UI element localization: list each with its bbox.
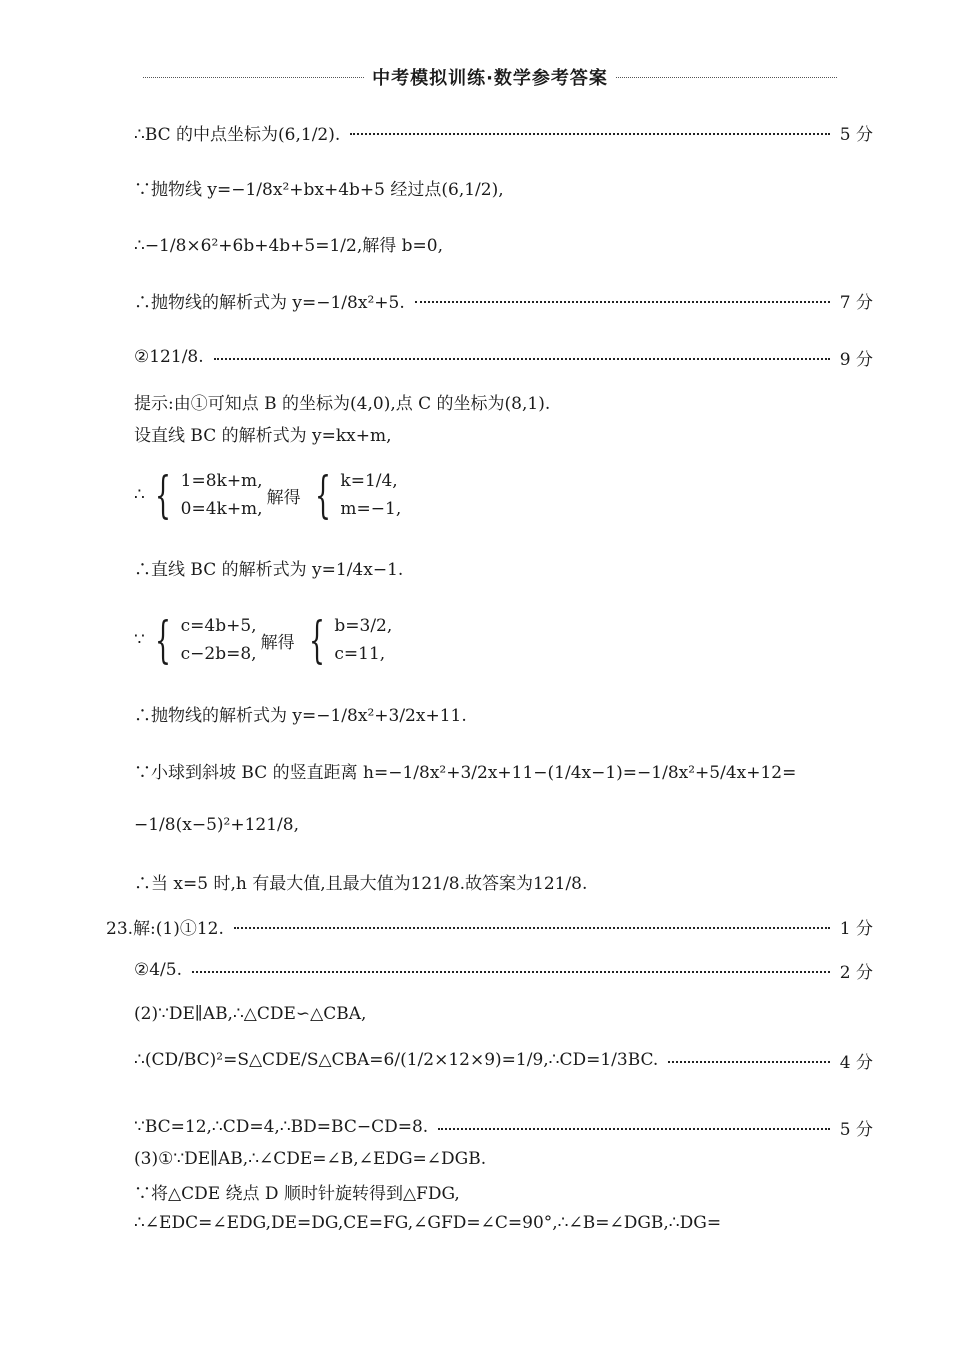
answer-line	[134, 342, 873, 372]
answer-line	[134, 866, 873, 896]
answer-line	[134, 955, 873, 985]
line-text: ②121/8.	[134, 347, 204, 367]
answer-line	[134, 1210, 873, 1236]
left-brace-icon: {	[308, 611, 325, 669]
line-text: (2)∵DE∥AB,∴△CDE∽△CBA,	[134, 1004, 367, 1024]
equation-system: ∴ { 1=8k+m, 0=4k+m, 解得 { k=1/4, m=−1,	[134, 466, 402, 524]
score-mark: 1 分	[839, 918, 873, 939]
line-text: (3)①∵DE∥AB,∴∠CDE=∠B,∠EDG=∠DGB.	[134, 1149, 487, 1169]
answer-line	[134, 755, 873, 785]
line-text: ∴(CD/BC)²=S△CDE/S△CBA=6/(1/2×12×9)=1/9,∴CD=1/3BC.	[134, 1050, 659, 1070]
system-eq-2: 0=4k+m,	[180, 499, 263, 519]
score-mark: 9 分	[839, 349, 873, 370]
answer-line	[134, 1146, 873, 1172]
system-eq-1: 1=8k+m,	[180, 471, 263, 491]
answer-line	[134, 1045, 873, 1075]
dot-leader	[438, 1128, 830, 1130]
score-mark: 5 分	[839, 124, 873, 145]
answer-line	[134, 1114, 873, 1140]
solution-2: c=11,	[334, 644, 386, 664]
solve-label: 解得	[266, 487, 301, 508]
line-text: 23.解:(1)①12.	[106, 918, 224, 939]
line-text: −1/8(x−5)²+121/8,	[134, 815, 299, 835]
line-text: ∴当 x=5 时,h 有最大值,且最大值为121/8.故答案为121/8.	[134, 873, 588, 894]
solution-1: k=1/4,	[340, 471, 398, 491]
header-rule-right	[616, 77, 837, 78]
score-mark: 4 分	[839, 1052, 873, 1073]
line-text: ∴抛物线的解析式为 y=−1/8x²+3/2x+11.	[134, 705, 467, 726]
answer-line	[134, 1001, 873, 1027]
line-text: ∴−1/8×6²+6b+4b+5=1/2,解得 b=0,	[134, 235, 443, 256]
dot-leader	[214, 358, 830, 360]
line-text: ∴直线 BC 的解析式为 y=1/4x−1.	[134, 559, 404, 580]
answer-line	[134, 552, 873, 582]
score-mark: 7 分	[839, 292, 873, 313]
line-text: ∵BC=12,∴CD=4,∴BD=BC−CD=8.	[134, 1117, 429, 1137]
page-title: 中考模拟训练·数学参考答案	[372, 68, 608, 89]
answer-line	[106, 912, 873, 940]
solve-label: 解得	[260, 632, 295, 653]
left-brace-icon: {	[314, 466, 331, 524]
answer-line	[134, 285, 873, 315]
dot-leader	[234, 927, 830, 929]
dot-leader	[415, 301, 830, 303]
answer-line	[134, 228, 873, 258]
left-brace-icon: {	[154, 466, 171, 524]
solution-2: m=−1,	[340, 499, 402, 519]
answer-line	[134, 1178, 873, 1204]
score-mark: 2 分	[839, 962, 873, 983]
line-text: ∴BC 的中点坐标为(6,1/2).	[134, 124, 341, 145]
left-brace-icon: {	[154, 611, 171, 669]
answer-line	[134, 117, 873, 147]
line-text: ∴∠EDC=∠EDG,DE=DG,CE=FG,∠GFD=∠C=90°,∴∠B=∠DGB,∴DG=	[134, 1213, 722, 1233]
answer-line	[134, 172, 873, 202]
line-text: 提示:由①可知点 B 的坐标为(4,0),点 C 的坐标为(8,1).	[134, 393, 551, 414]
line-text: ∵抛物线 y=−1/8x²+bx+4b+5 经过点(6,1/2),	[134, 179, 504, 200]
dot-leader	[192, 971, 830, 973]
system-eq-1: c=4b+5,	[180, 616, 257, 636]
header-rule-left	[143, 77, 364, 78]
dot-leader	[668, 1061, 829, 1063]
line-text: ∴抛物线的解析式为 y=−1/8x²+5.	[134, 292, 405, 313]
system-eq-2: c−2b=8,	[180, 644, 257, 664]
answer-line	[134, 698, 873, 728]
answer-line	[134, 420, 873, 446]
line-text: ∵小球到斜坡 BC 的竖直距离 h=−1/8x²+3/2x+11−(1/4x−1)=−1/8x²+5/4x+12=	[134, 762, 797, 783]
solution-1: b=3/2,	[334, 616, 393, 636]
line-text: ②4/5.	[134, 960, 183, 980]
hint-line	[134, 388, 873, 414]
equation-system: ∵ { c=4b+5, c−2b=8, 解得 { b=3/2, c=11,	[134, 611, 393, 669]
line-text: ∵将△CDE 绕点 D 顺时针旋转得到△FDG,	[134, 1183, 460, 1204]
answer-line	[134, 810, 873, 840]
score-mark: 5 分	[839, 1119, 873, 1140]
dot-leader	[350, 133, 829, 135]
line-text: 设直线 BC 的解析式为 y=kx+m,	[134, 425, 392, 446]
page-header	[143, 64, 837, 90]
